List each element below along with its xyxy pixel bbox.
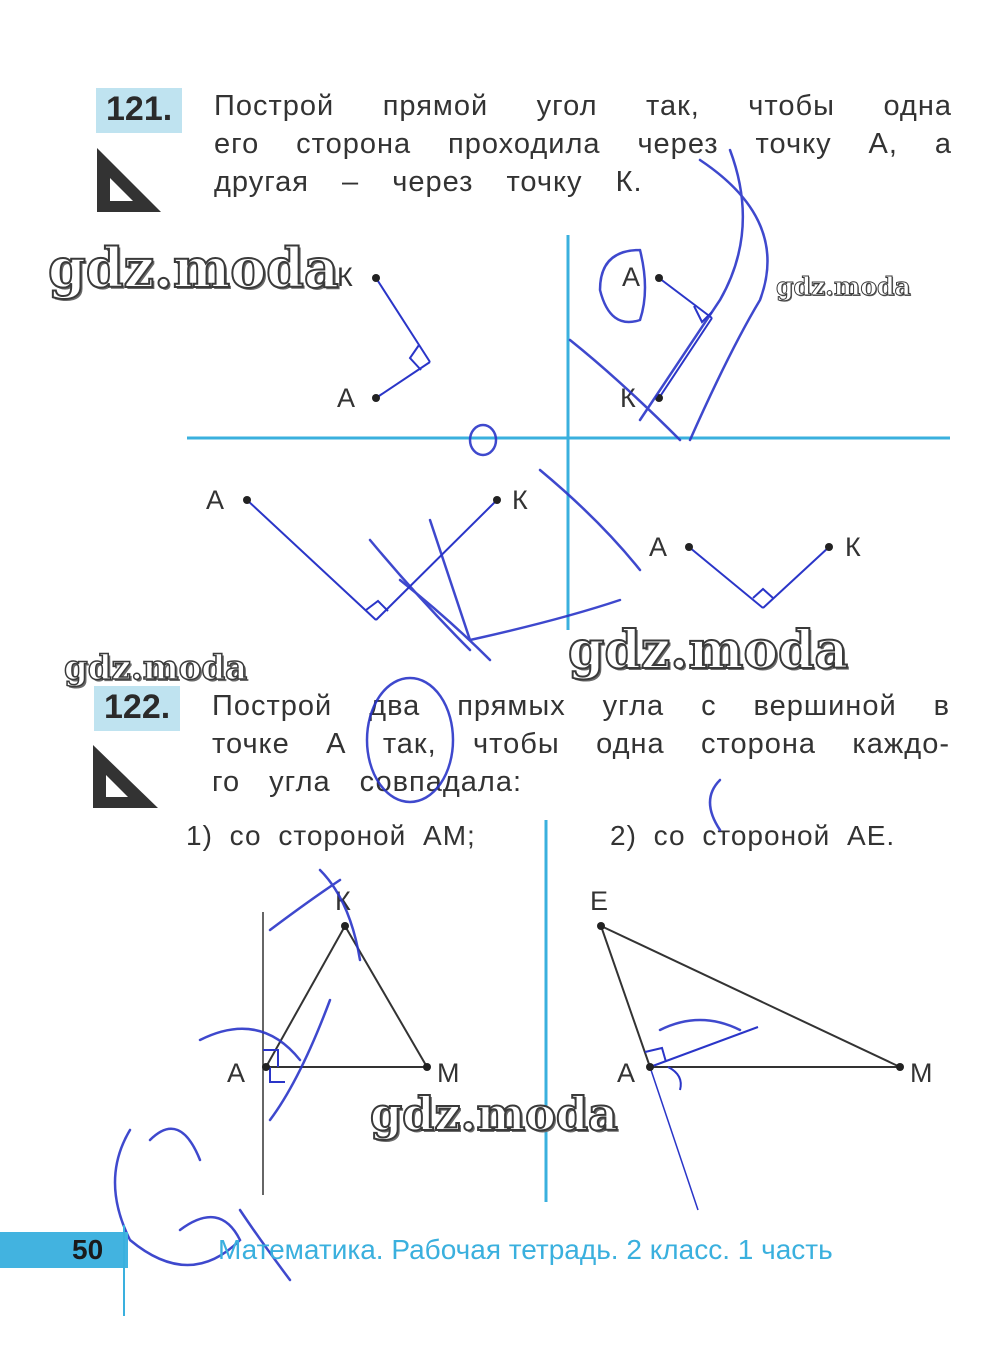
fig4-label-a: А: [649, 532, 668, 562]
exercise-121-number: 121.: [96, 88, 182, 133]
fig3-label-k: К: [512, 485, 528, 515]
fig4-label-k: К: [845, 532, 861, 562]
fig1-label-k: К: [337, 262, 353, 292]
exercise-122-line-1: Построй два прямых угла с вершиной в: [212, 690, 950, 722]
fig1-label-a: А: [337, 383, 356, 413]
footer-book-title: Математика. Рабочая тетрадь. 2 класс. 1 часть: [218, 1234, 833, 1265]
exercise-122-part-1-label: 1) со стороной АМ;: [186, 820, 476, 851]
exercise-121-line-2: его сторона проходила через точку А, а: [214, 128, 952, 160]
exercise-122-number: 122.: [94, 686, 180, 731]
exercise-122-part-2-label: 2) со стороной АЕ.: [610, 820, 896, 851]
watermark-4: gdz.moda: [64, 648, 248, 688]
part1-label-k: К: [335, 886, 351, 916]
watermark-1: gdz.moda: [48, 236, 339, 300]
watermark-2: gdz.moda: [776, 272, 911, 301]
exercise-121-line-3: другая – через точку К.: [214, 166, 643, 198]
fig3-label-a: А: [206, 485, 225, 515]
part1-label-a: А: [227, 1058, 246, 1088]
part2-label-e: Е: [590, 886, 609, 916]
page-number: 50: [72, 1234, 104, 1265]
part2-label-a: А: [617, 1058, 636, 1088]
watermark-3: gdz.moda: [568, 620, 849, 681]
exercise-121-line-1: Построй прямой угол так, чтобы одна: [214, 90, 952, 122]
fig2-label-k: К: [620, 383, 636, 413]
exercise-122-line-2: точке А так, чтобы одна сторона каждо-: [212, 728, 950, 760]
watermark-5: gdz.moda: [370, 1087, 618, 1141]
fig2-label-a: А: [622, 262, 641, 292]
part2-label-m: М: [910, 1058, 933, 1088]
part1-label-m: М: [437, 1058, 460, 1088]
exercise-122-line-3: го угла совпадала:: [212, 766, 523, 798]
